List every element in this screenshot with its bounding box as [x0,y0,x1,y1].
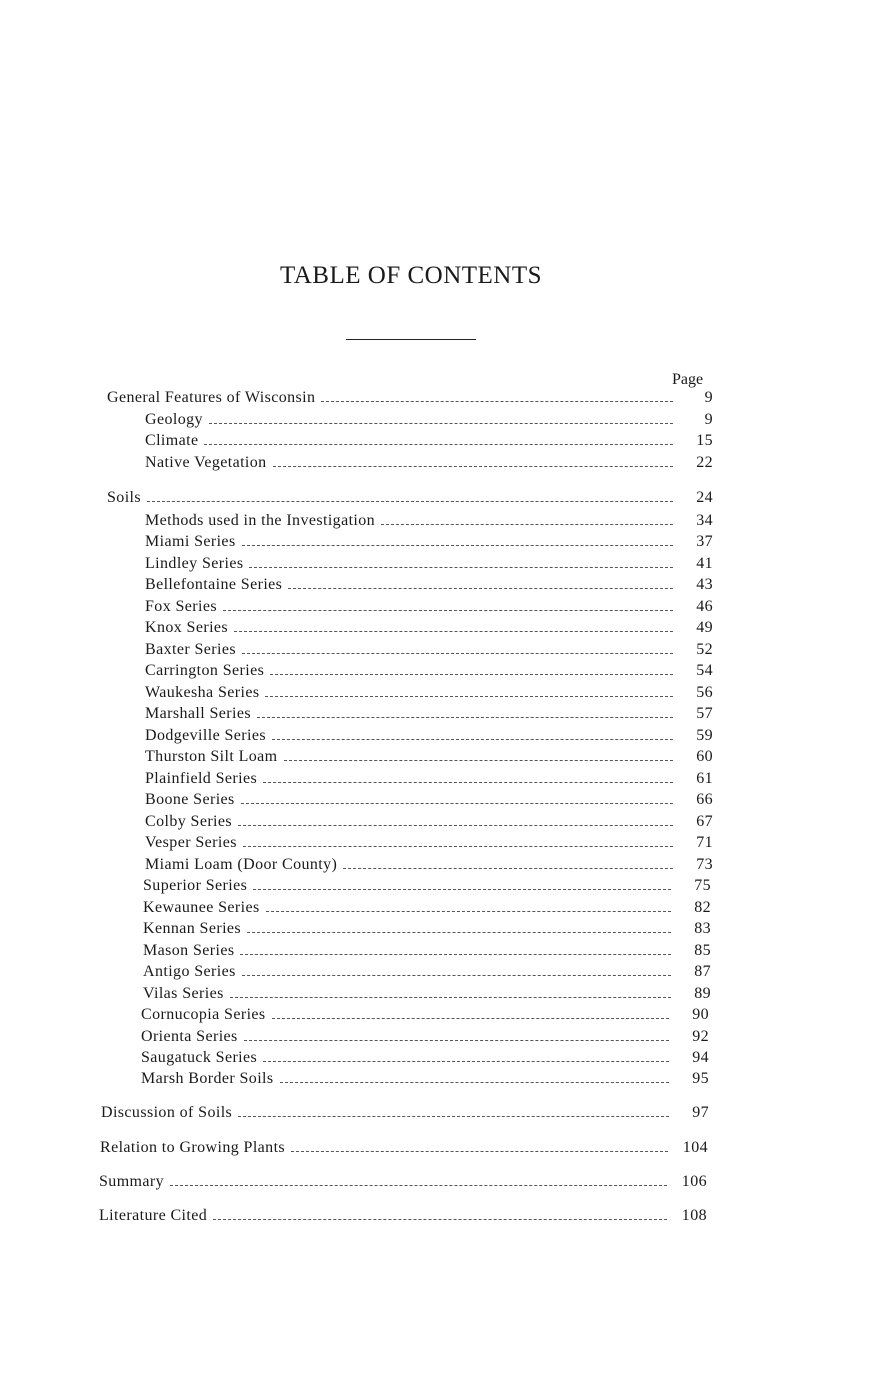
toc-entry [107,389,713,409]
toc-entry-label: Superior Series [143,877,248,894]
dot-leader [263,1061,669,1062]
toc-entry-page: 73 [696,856,713,873]
toc-entry [143,899,711,919]
toc-entry-label: Geology [145,411,203,428]
toc-entry [145,791,713,811]
toc-entry-page: 57 [696,705,713,722]
toc-entry-label: Methods used in the Investigation [145,512,376,529]
toc-entry [145,454,713,474]
toc-entry-page: 59 [696,727,713,744]
toc-entry-label: Literature Cited [99,1207,208,1224]
dot-leader [272,1018,669,1019]
toc-entry [145,512,713,532]
dot-leader [266,911,671,912]
dot-leader [284,760,673,761]
dot-leader [170,1185,667,1186]
toc-entry-label: Lindley Series [145,555,244,572]
toc-entry [145,641,713,661]
toc-entry-label: Kennan Series [143,920,242,937]
toc-entry [141,1049,709,1069]
toc-entry-page: 37 [696,533,713,550]
toc-entry-page: 71 [696,834,713,851]
toc-entry-page: 9 [704,411,713,428]
toc-entry [141,1028,709,1048]
toc-entry-label: Antigo Series [143,963,236,980]
dot-leader [273,466,673,467]
toc-entry-page: 85 [694,942,711,959]
toc-entry [145,748,713,768]
page-title: TABLE OF CONTENTS [279,262,543,289]
dot-leader [272,739,673,740]
dot-leader [241,803,673,804]
toc-entry [101,1104,709,1124]
toc-entry-label: Climate [145,432,199,449]
toc-entry [143,920,711,940]
toc-entry [99,1207,707,1227]
toc-entry [145,619,713,639]
dot-leader [288,588,673,589]
toc-entry [145,684,713,704]
toc-entry-page: 90 [692,1006,709,1023]
toc-entry [145,598,713,618]
dot-leader [263,782,673,783]
toc-entry-page: 54 [696,662,713,679]
toc-entry-label: Soils [107,489,142,506]
dot-leader [242,653,673,654]
dot-leader [270,674,673,675]
toc-entry-label: Cornucopia Series [141,1006,266,1023]
dot-leader [280,1082,669,1083]
toc-entry [145,555,713,575]
dot-leader [147,501,673,502]
dot-leader [321,401,673,402]
toc-entry-page: 34 [696,512,713,529]
toc-entry [145,856,713,876]
toc-entry-page: 52 [696,641,713,658]
toc-entry-page: 56 [696,684,713,701]
toc-entry [145,533,713,553]
toc-entry-label: Kewaunee Series [143,899,260,916]
dot-leader [247,932,671,933]
toc-entry [145,411,713,431]
dot-leader [381,524,673,525]
toc-entry [145,727,713,747]
toc-entry [145,662,713,682]
toc-entry-page: 97 [692,1104,709,1121]
toc-entry-label: Plainfield Series [145,770,258,787]
toc-entry-page: 49 [696,619,713,636]
dot-leader [204,444,673,445]
toc-entry [143,963,711,983]
toc-entry [145,432,713,452]
toc-entry-page: 108 [681,1207,707,1224]
toc-entry [141,1006,709,1026]
dot-leader [234,631,673,632]
toc-entry-page: 46 [696,598,713,615]
toc-entry-page: 95 [692,1070,709,1087]
toc-entry [145,770,713,790]
dot-leader [244,1040,669,1041]
toc-entry-label: Bellefontaine Series [145,576,283,593]
dot-leader [249,567,673,568]
toc-entry [143,985,711,1005]
toc-entry-label: Summary [99,1173,165,1190]
toc-entry-label: Vesper Series [145,834,237,851]
toc-entry-page: 24 [696,489,713,506]
toc-entry-page: 94 [692,1049,709,1066]
toc-entry-label: Marsh Border Soils [141,1070,274,1087]
toc-entry [99,1173,707,1193]
toc-entry-label: Miami Series [145,533,236,550]
toc-entry-page: 92 [692,1028,709,1045]
dot-leader [230,997,671,998]
dot-leader [253,889,671,890]
toc-entry-label: Baxter Series [145,641,236,658]
toc-entry-page: 15 [696,432,713,449]
toc-entry-page: 61 [696,770,713,787]
dot-leader [213,1219,667,1220]
toc-entry-page: 41 [696,555,713,572]
toc-entry [143,942,711,962]
dot-leader [238,825,673,826]
dot-leader [238,1116,669,1117]
toc-entry-page: 89 [694,985,711,1002]
dot-leader [343,868,673,869]
toc-entry-page: 9 [704,389,713,406]
toc-entry [145,813,713,833]
toc-entry-label: Mason Series [143,942,235,959]
toc-entry-label: Boone Series [145,791,235,808]
page-column-heading: Page [672,371,704,388]
dot-leader [240,954,671,955]
toc-entry-page: 87 [694,963,711,980]
toc-entry [141,1070,709,1090]
toc-entry-page: 106 [681,1173,707,1190]
dot-leader [265,696,673,697]
title-rule [346,339,476,340]
toc-entry-label: Orienta Series [141,1028,238,1045]
toc-entry [145,705,713,725]
toc-entry-label: Thurston Silt Loam [145,748,278,765]
toc-entry-label: Waukesha Series [145,684,260,701]
toc-entry-page: 75 [694,877,711,894]
toc-entry-page: 22 [696,454,713,471]
toc-entry-label: Saugatuck Series [141,1049,258,1066]
toc-entry-label: Marshall Series [145,705,251,722]
dot-leader [242,545,673,546]
toc-entry-label: Miami Loam (Door County) [145,856,338,873]
toc-entry-label: Colby Series [145,813,233,830]
toc-entry-page: 67 [696,813,713,830]
toc-entry-label: Vilas Series [143,985,224,1002]
toc-entry-label: Knox Series [145,619,229,636]
dot-leader [242,975,671,976]
dot-leader [257,717,673,718]
toc-entry [143,877,711,897]
toc-entry-label: General Features of Wisconsin [107,389,316,406]
toc-entry-label: Native Vegetation [145,454,267,471]
toc-entry-label: Dodgeville Series [145,727,266,744]
toc-entry-label: Fox Series [145,598,217,615]
toc-entry-page: 83 [694,920,711,937]
toc-entry [100,1139,708,1159]
toc-entry-label: Discussion of Soils [101,1104,233,1121]
dot-leader [209,423,673,424]
toc-entry-label: Relation to Growing Plants [100,1139,286,1156]
toc-entry-page: 66 [696,791,713,808]
toc-entry [107,489,713,509]
toc-entry [145,834,713,854]
dot-leader [223,610,673,611]
dot-leader [243,846,673,847]
toc-entry [145,576,713,596]
toc-entry-page: 43 [696,576,713,593]
toc-entry-page: 82 [694,899,711,916]
toc-entry-page: 104 [682,1139,708,1156]
toc-entry-page: 60 [696,748,713,765]
dot-leader [291,1151,668,1152]
toc-entry-label: Carrington Series [145,662,265,679]
